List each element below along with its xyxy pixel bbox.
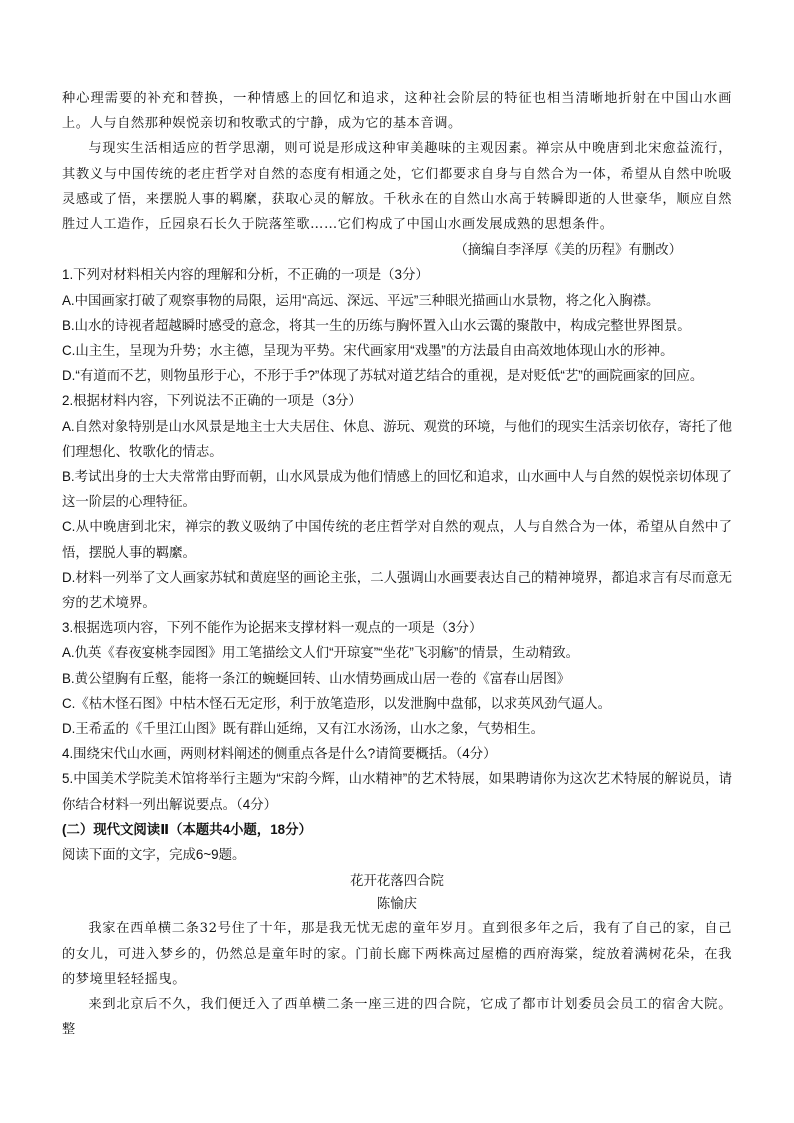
question-4 <box>62 741 732 766</box>
option-d: D.“有道而不艺，则物虽形于心，不形于手?”体现了苏轼对道艺结合的重视，是对贬低“艺”的画院画家的回应。 <box>62 368 704 384</box>
essay-author: 陈愉庆 <box>376 896 418 912</box>
option-d: D.王希孟的《千里江山图》既有群山延绵，又有江水汤汤，山水之象，气势相生。 <box>62 721 545 737</box>
essay-title: 花开花落四合院 <box>350 873 444 889</box>
question-stem: 4.围绕宋代山水画，两则材料阐述的侧重点各是什么?请简要概括。（4分） <box>62 746 497 762</box>
question-stem: 5.中国美术学院美术馆将举行主题为“宋韵今辉，山水精神”的艺术特展，如果聘请你为这次艺术特展的解说员，请你结合材料一列出解说要点。（4分） <box>62 771 732 812</box>
option-b: B.山水的诗视者超越瞬时感受的意念，将其一生的历练与胸怀置入山水云霭的聚散中，构成完整世界图景。 <box>62 317 691 333</box>
passage-one <box>62 86 732 237</box>
question-5 <box>62 766 732 816</box>
essay-paragraph: 来到北京后不久，我们便迁入了西单横二条一座三进的四合院，它成了都市计划委员会员工的宿舍大院。整 <box>62 996 732 1038</box>
option-b: B.黄公望胸有丘壑，能将一条江的蜿蜒回转、山水情势画成山居一卷的《富春山居图》 <box>62 670 571 686</box>
passage-paragraph: 与现实生活相适应的哲学思潮，则可说是形成这种审美趣味的主观因素。禅宗从中晚唐到北宋愈益流行，其教义与中国传统的老庄哲学对自然的态度有相通之处，它们都要求自身与自然合为一体，希望从自然中吮吸灵感或了悟，来摆脱人事的羁縻，获取心灵的解放。千秋永在的自然山水高于转瞬即逝的人世豪华，顺应自然胜过人工造作，丘园泉石长久于院落笙歌……它们构成了中国山水画发展成熟的思想条件。 <box>62 141 732 233</box>
passage-paragraph: 种心理需要的补充和替换，一种情感上的回忆和追求，这种社会阶层的特征也相当清晰地折射在中国山水画上。人与自然那种娱悦亲切和牧歌式的宁静，成为它的基本音调。 <box>62 91 732 132</box>
section-heading: (二）现代文阅读Ⅱ（本题共4小题，18分） <box>62 821 312 837</box>
question-stem: 1.下列对材料相关内容的理解和分析，不正确的一项是（3分） <box>62 267 429 283</box>
question-2 <box>62 388 732 615</box>
document-page <box>62 86 732 1042</box>
question-stem: 3.根据选项内容，下列不能作为论据来支撑材料一观点的一项是（3分） <box>62 620 483 636</box>
question-1 <box>62 262 732 388</box>
option-b: B.考试出身的士大夫常常由野而朝，山水风景成为他们情感上的回忆和追求，山水画中人与自然的娱悦亲切体现了这一阶层的心理特征。 <box>62 469 732 510</box>
essay-paragraph: 我家在西单横二条32号住了十年，那是我无忧无虑的童年岁月。直到很多年之后，我有了自己的家，自己的女儿，可进入梦乡的，仍然总是童年时的家。门前长廊下两株高过屋檐的西府海棠，绽放着满树花朵，在我的梦境里轻轻摇曳。 <box>62 921 732 987</box>
section-instruction: 阅读下面的文字，完成6~9题。 <box>62 847 246 863</box>
option-c: C.从中晚唐到北宋，禅宗的教义吸纳了中国传统的老庄哲学对自然的观点，人与自然合为一体，希望从自然中了悟，摆脱人事的羁縻。 <box>62 519 732 560</box>
option-c: C.《枯木怪石图》中枯木怪石无定形，利于放笔造形，以发泄胸中盘郁，以求英风劲气逼人。 <box>62 695 612 711</box>
question-stem: 2.根据材料内容，下列说法不正确的一项是（3分） <box>62 393 362 409</box>
option-a: A.中国画家打破了观察事物的局限，运用“高远、深远、平远”三种眼光描画山水景物，将之化入胸襟。 <box>62 292 660 308</box>
section-two <box>62 817 732 867</box>
option-d: D.材料一列举了文人画家苏轼和黄庭坚的画论主张，二人强调山水画要表达自己的精神境界，都追求言有尽而意无穷的艺术境界。 <box>62 569 732 611</box>
essay <box>62 867 732 1042</box>
source-citation: （摘编自李泽厚《美的历程》有删改） <box>454 242 682 258</box>
option-a: A.仇英《春夜宴桃李园图》用工笔描绘文人们“开琼宴”“坐花”飞羽觞”的情景，生动精致。 <box>62 645 580 661</box>
option-a: A.自然对象特别是山水风景是地主士大夫居住、休息、游玩、观赏的环境，与他们的现实生活亲切依存，寄托了他们理想化、牧歌化的情志。 <box>62 418 732 459</box>
option-c: C.山主生，呈现为升势；水主德，呈现为平势。宋代画家用“戏墨”的方法最自由高效地体现山水的形神。 <box>62 343 674 359</box>
question-3 <box>62 615 732 741</box>
